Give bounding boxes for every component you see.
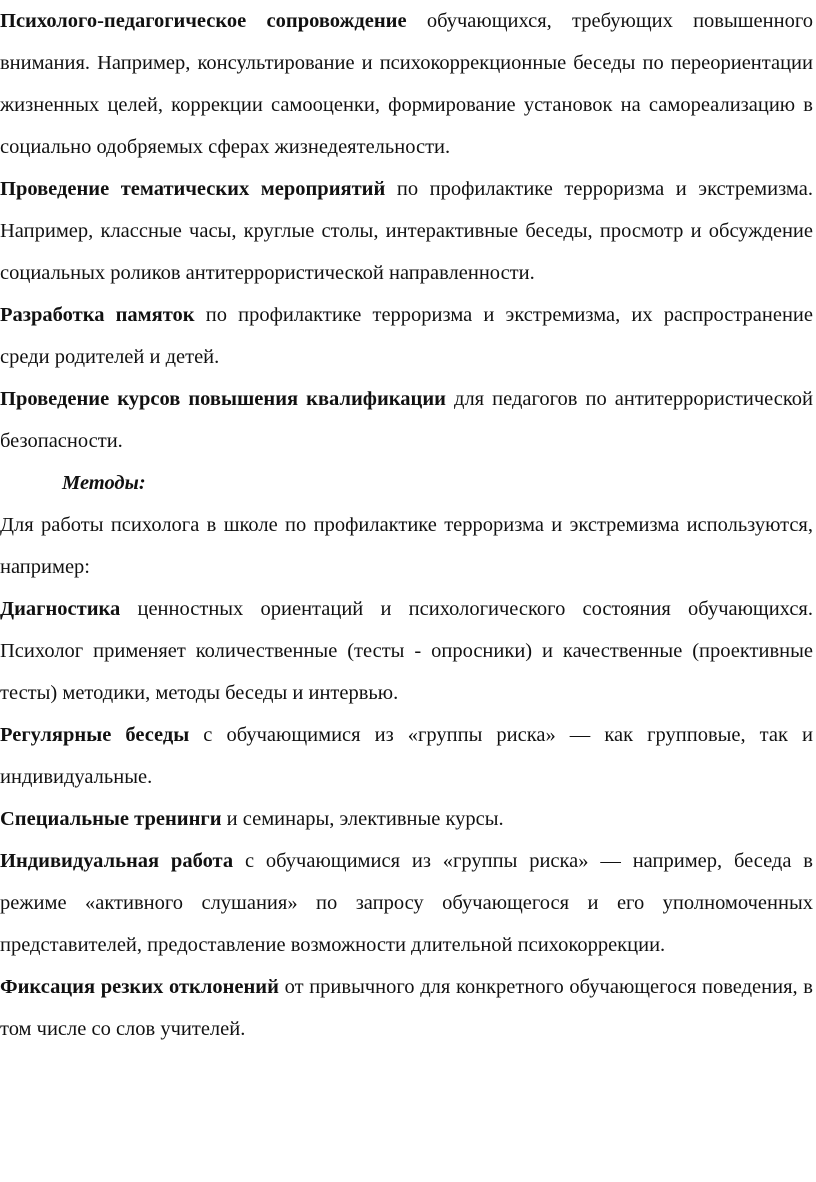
method-trainings [0, 798, 813, 840]
paragraph-lead: Разработка памяток [0, 304, 195, 326]
method-text: с обучающимися из «группы риска» — как групповые, так и индивидуальные. [0, 724, 813, 788]
method-diagnostics [0, 588, 813, 714]
method-lead: Регулярные беседы [0, 724, 190, 746]
method-deviations [0, 966, 813, 1050]
method-lead: Диагностика [0, 598, 121, 620]
paragraph-text: по профилактике терроризма и экстремизма. Например, классные часы, круглые столы, интерактивные беседы, просмотр и обсуждение социальных роликов антитеррористической направленности. [0, 178, 813, 284]
method-text: и семинары, элективные курсы. [221, 808, 504, 830]
methods-intro: Для работы психолога в школе по профилактике терроризма и экстремизма используются, например: [0, 514, 813, 578]
method-regular-talks [0, 714, 813, 798]
paragraph-memos [0, 294, 813, 378]
method-text: с обучающимися из «группы риска» — например, беседа в режиме «активного слушания» по запросу обучающегося и его уполномоченных представителей, предоставление возможности длительной психокоррекции. [0, 850, 813, 956]
paragraph-text: обучающихся, требующих повышенного внимания. Например, консультирование и психокоррекционные беседы по переориентации жизненных целей, коррекции самооценки, формирование установок на самореализацию в социально одобряемых сферах жизнедеятельности. [0, 10, 813, 158]
paragraph-events [0, 168, 813, 294]
method-lead: Фиксация резких отклонений [0, 976, 279, 998]
method-text: от привычного для конкретного обучающегося поведения, в том числе со слов учителей. [0, 976, 813, 1040]
methods-heading: Методы: [62, 472, 146, 494]
method-individual-work [0, 840, 813, 966]
paragraph-lead: Проведение тематических мероприятий [0, 178, 386, 200]
paragraph-courses [0, 378, 813, 462]
method-lead: Специальные тренинги [0, 808, 222, 830]
paragraph-lead: Проведение курсов повышения квалификации [0, 388, 446, 410]
method-lead: Индивидуальная работа [0, 850, 234, 872]
paragraph-support [0, 0, 813, 168]
paragraph-text: для педагогов по антитеррористической безопасности. [0, 388, 814, 452]
paragraph-text: по профилактике терроризма и экстремизма, их распространение среди родителей и детей. [0, 304, 813, 368]
paragraph-lead: Психолого-педагогическое сопровождение [0, 10, 407, 32]
method-text: ценностных ориентаций и психологического состояния обучающихся. Психолог применяет количественные (тесты - опросники) и качественные (проективные тесты) методики, методы беседы и интервью. [0, 598, 813, 704]
